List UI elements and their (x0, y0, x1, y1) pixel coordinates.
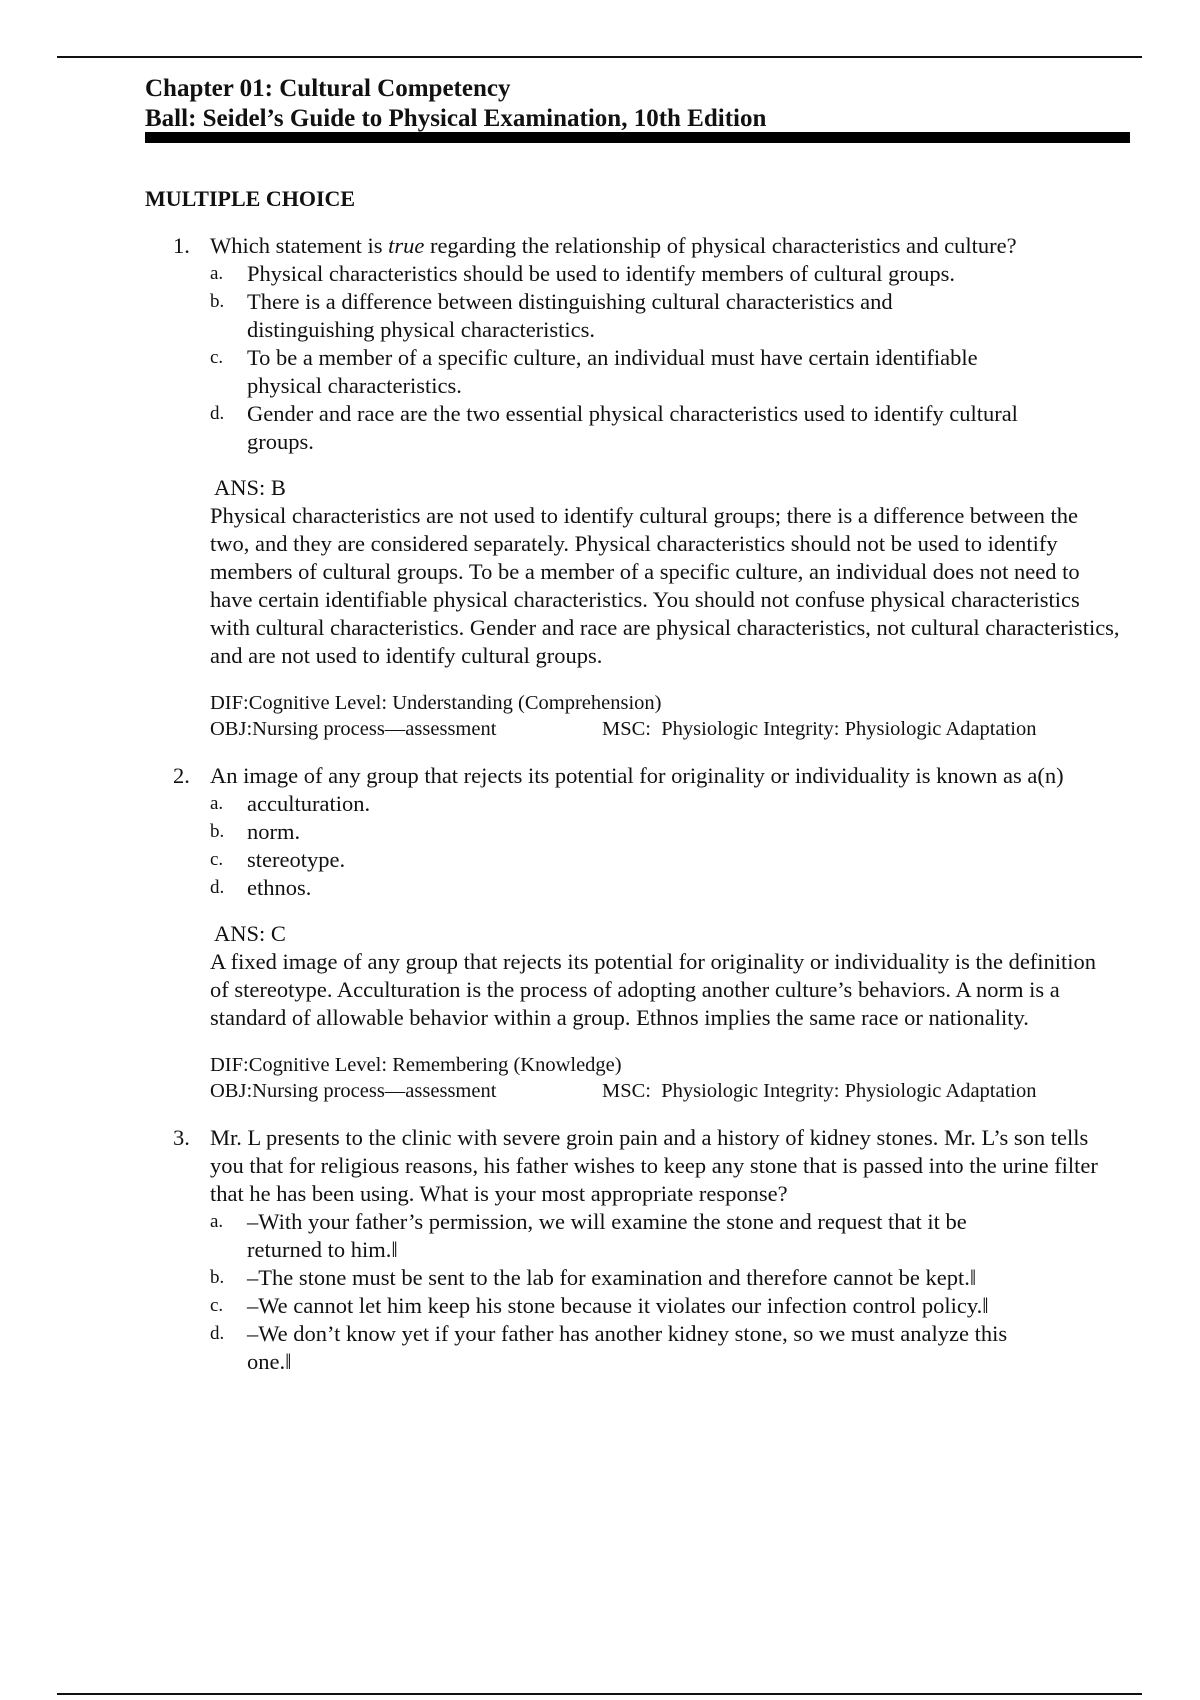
option-text: norm. (247, 819, 301, 844)
questions-container (145, 232, 1120, 1396)
option-list (210, 260, 1120, 456)
difficulty: DIF:Cognitive Level: Remembering (Knowledge) (210, 1054, 622, 1076)
option-a (210, 1208, 1120, 1264)
option-c (210, 846, 1120, 874)
option-text: acculturation. (247, 791, 371, 816)
header-divider (145, 132, 1130, 143)
stem-text: Which statement is (210, 233, 389, 258)
book-title: Ball: Seidel’s Guide to Physical Examination, 10th Edition (145, 105, 767, 132)
option-letter: b. (210, 1267, 225, 1288)
option-text: stereotype. (247, 847, 346, 872)
document-header (145, 74, 1130, 134)
option-d (210, 400, 1120, 456)
question-3 (145, 1124, 1120, 1376)
option-a (210, 260, 1120, 288)
option-d (210, 1320, 1120, 1376)
option-letter: d. (210, 1323, 225, 1344)
option-letter: d. (210, 403, 225, 424)
section-heading: MULTIPLE CHOICE (145, 186, 356, 211)
option-c (210, 1292, 1120, 1320)
question-number: 3. (173, 1125, 190, 1150)
option-text: –With your father’s permission, we will examine the stone and request that it be returned to him.‖ (247, 1209, 967, 1262)
rationale: Physical characteristics are not used to identify cultural groups; there is a difference between the two, and they are considered separately. Physical characteristics should not be used to identify members of cultural groups. To be a member of a specific culture, an individual does not need to have certain identifiable physical characteristics. You should not confuse physical characteristics with cultural characteristics. Gender and race are physical characteristics, not cultural characteristics, and are not used to identify cultural groups. (210, 503, 1120, 668)
stem-text-end: regarding the relationship of physical characteristics and culture? (424, 233, 1017, 258)
option-d (210, 874, 1120, 902)
option-text: ethnos. (247, 875, 312, 900)
option-letter: c. (210, 1295, 224, 1316)
option-letter: c. (210, 849, 224, 870)
page-bottom-rule (57, 1693, 1142, 1695)
question-stem (210, 232, 1120, 260)
option-text: To be a member of a specific culture, an individual must have certain identifiable physical characteristics. (247, 345, 978, 398)
meta-row (210, 716, 1120, 742)
option-letter: b. (210, 821, 225, 842)
option-text: –The stone must be sent to the lab for examination and therefore cannot be kept.‖ (247, 1265, 977, 1290)
option-a (210, 790, 1120, 818)
stem-emphasis: true (388, 233, 425, 258)
option-text: Physical characteristics should be used to identify members of cultural groups. (247, 261, 955, 286)
option-letter: d. (210, 877, 225, 898)
option-list (210, 790, 1120, 902)
answer-key: ANS: B (214, 475, 286, 500)
question-metadata (210, 1052, 1120, 1104)
option-list (210, 1208, 1120, 1376)
option-letter: b. (210, 291, 225, 312)
option-b (210, 288, 1120, 344)
question-1 (145, 232, 1120, 742)
option-c (210, 344, 1120, 400)
answer-block (210, 474, 1120, 670)
option-text: –We don’t know yet if your father has another kidney stone, so we must analyze this one.‖ (247, 1321, 1008, 1374)
option-letter: a. (210, 793, 224, 814)
page-top-rule (57, 56, 1142, 58)
option-b (210, 818, 1120, 846)
question-stem: An image of any group that rejects its potential for originality or individuality is known as a(n) (210, 763, 1064, 788)
question-2 (145, 762, 1120, 1104)
objective: OBJ:Nursing process—assessment (210, 718, 497, 740)
option-letter: a. (210, 1211, 224, 1232)
question-stem: Mr. L presents to the clinic with severe groin pain and a history of kidney stones. Mr. L’s son tells you that for religious reasons, his father wishes to keep any stone that is passed into the urine filter that he has been using. What is your most appropriate response? (210, 1125, 1098, 1206)
option-letter: a. (210, 263, 224, 284)
question-metadata (210, 690, 1120, 742)
option-letter: c. (210, 347, 224, 368)
answer-block (210, 920, 1120, 1032)
question-number: 1. (173, 233, 190, 258)
meta-row (210, 1078, 1120, 1104)
difficulty: DIF:Cognitive Level: Understanding (Comprehension) (210, 692, 662, 714)
option-text: –We cannot let him keep his stone because it violates our infection control policy.‖ (247, 1293, 989, 1318)
chapter-title: Chapter 01: Cultural Competency (145, 75, 511, 102)
msc: MSC: Physiologic Integrity: Physiologic Adaptation (602, 1080, 1037, 1102)
option-text: Gender and race are the two essential physical characteristics used to identify cultural groups. (247, 401, 1018, 454)
msc: MSC: Physiologic Integrity: Physiologic Adaptation (602, 718, 1037, 740)
rationale: A fixed image of any group that rejects its potential for originality or individuality is the definition of stereotype. Acculturation is the process of adopting another culture’s behaviors. A norm is a standard of allowable behavior within a group. Ethnos implies the same race or nationality. (210, 949, 1097, 1030)
option-b (210, 1264, 1120, 1292)
question-number: 2. (173, 763, 190, 788)
option-text: There is a difference between distinguishing cultural characteristics and distinguishing physical characteristics. (247, 289, 893, 342)
answer-key: ANS: C (214, 921, 286, 946)
objective: OBJ:Nursing process—assessment (210, 1080, 497, 1102)
